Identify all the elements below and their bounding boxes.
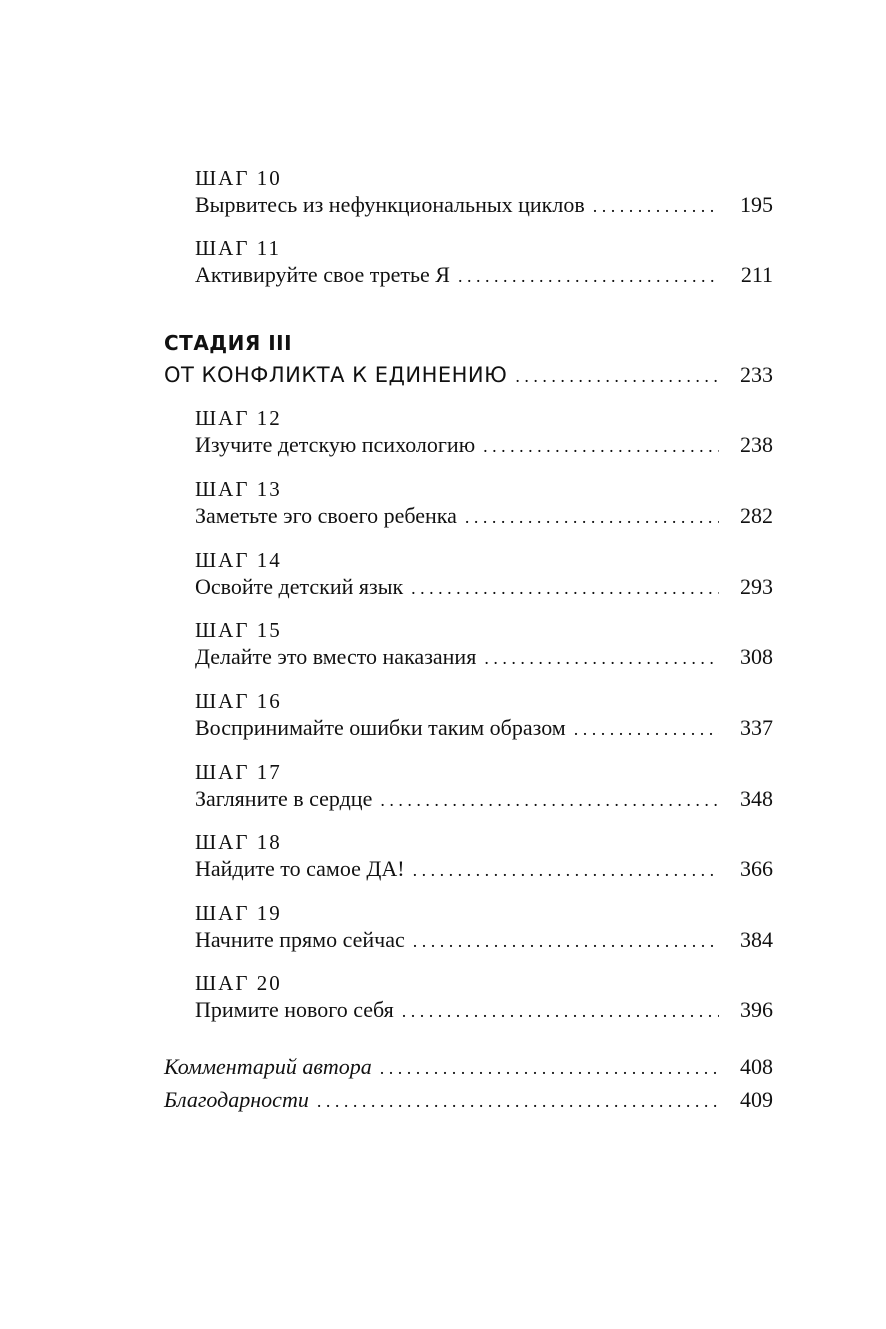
entry-title: Делайте это вместо наказания bbox=[195, 644, 477, 669]
page-number: 282 bbox=[740, 503, 773, 528]
toc-line[interactable] bbox=[164, 362, 773, 388]
page-number: 408 bbox=[740, 1054, 773, 1079]
entry-title: Освойте детский язык bbox=[195, 574, 404, 599]
entry-title: Вырвитесь из нефункциональных циклов bbox=[195, 192, 585, 217]
toc-line[interactable] bbox=[195, 262, 773, 288]
entry-title: Начните прямо сейчас bbox=[195, 927, 405, 952]
entry-title: Благодарности bbox=[164, 1087, 309, 1112]
page-number: 348 bbox=[740, 786, 773, 811]
toc-line[interactable] bbox=[195, 574, 773, 600]
dot-leader bbox=[380, 1058, 719, 1079]
page-number: 337 bbox=[740, 715, 773, 740]
page-number: 396 bbox=[740, 997, 773, 1022]
toc-line[interactable] bbox=[195, 786, 773, 812]
dot-leader bbox=[593, 196, 719, 217]
entry-title: Изучите детскую психологию bbox=[195, 432, 476, 457]
toc-line[interactable] bbox=[195, 432, 773, 458]
dot-leader bbox=[380, 790, 719, 811]
step-label: ШАГ 17 bbox=[195, 760, 282, 784]
toc-line[interactable] bbox=[164, 1087, 773, 1113]
step-label: ШАГ 14 bbox=[195, 548, 282, 572]
toc-line[interactable] bbox=[164, 1054, 773, 1080]
page-number: 293 bbox=[740, 574, 773, 599]
entry-title: Найдите то самое ДА! bbox=[195, 856, 405, 881]
step-label: ШАГ 18 bbox=[195, 830, 282, 854]
stage-label: СТАДИЯ III bbox=[164, 331, 293, 355]
step-label: ШАГ 13 bbox=[195, 477, 282, 501]
dot-leader bbox=[411, 578, 719, 599]
entry-title: Воспринимайте ошибки таким образом bbox=[195, 715, 566, 740]
toc-line[interactable] bbox=[195, 927, 773, 953]
toc-line[interactable] bbox=[195, 856, 773, 882]
dot-leader bbox=[515, 366, 719, 387]
dot-leader bbox=[483, 436, 719, 457]
toc-line[interactable] bbox=[195, 644, 773, 670]
stage-title: ОТ КОНФЛИКТА К ЕДИНЕНИЮ bbox=[164, 363, 508, 387]
page-number: 238 bbox=[740, 432, 773, 457]
step-label: ШАГ 15 bbox=[195, 618, 282, 642]
entry-title: Активируйте свое третье Я bbox=[195, 262, 450, 287]
toc-line[interactable] bbox=[195, 192, 773, 218]
page-number: 384 bbox=[740, 927, 773, 952]
entry-title: Загляните в сердце bbox=[195, 786, 373, 811]
toc-line[interactable] bbox=[195, 715, 773, 741]
step-label: ШАГ 12 bbox=[195, 406, 282, 430]
dot-leader bbox=[574, 719, 719, 740]
step-label: ШАГ 20 bbox=[195, 971, 282, 995]
dot-leader bbox=[317, 1091, 719, 1112]
step-label: ШАГ 16 bbox=[195, 689, 282, 713]
toc-line[interactable] bbox=[195, 503, 773, 529]
dot-leader bbox=[484, 648, 719, 669]
dot-leader bbox=[402, 1001, 719, 1022]
dot-leader bbox=[413, 931, 719, 952]
dot-leader bbox=[458, 266, 719, 287]
step-label: ШАГ 11 bbox=[195, 236, 281, 260]
dot-leader bbox=[465, 507, 719, 528]
page-number: 195 bbox=[740, 192, 773, 217]
page-number: 308 bbox=[740, 644, 773, 669]
page-number: 233 bbox=[740, 362, 773, 387]
step-label: ШАГ 19 bbox=[195, 901, 282, 925]
page-number: 366 bbox=[740, 856, 773, 881]
entry-title: Комментарий автора bbox=[164, 1054, 372, 1079]
page-number: 211 bbox=[740, 262, 773, 287]
page-number: 409 bbox=[740, 1087, 773, 1112]
entry-title: Заметьте эго своего ребенка bbox=[195, 503, 457, 528]
dot-leader bbox=[413, 860, 719, 881]
toc-line[interactable] bbox=[195, 997, 773, 1023]
step-label: ШАГ 10 bbox=[195, 166, 282, 190]
entry-title: Примите нового себя bbox=[195, 997, 394, 1022]
